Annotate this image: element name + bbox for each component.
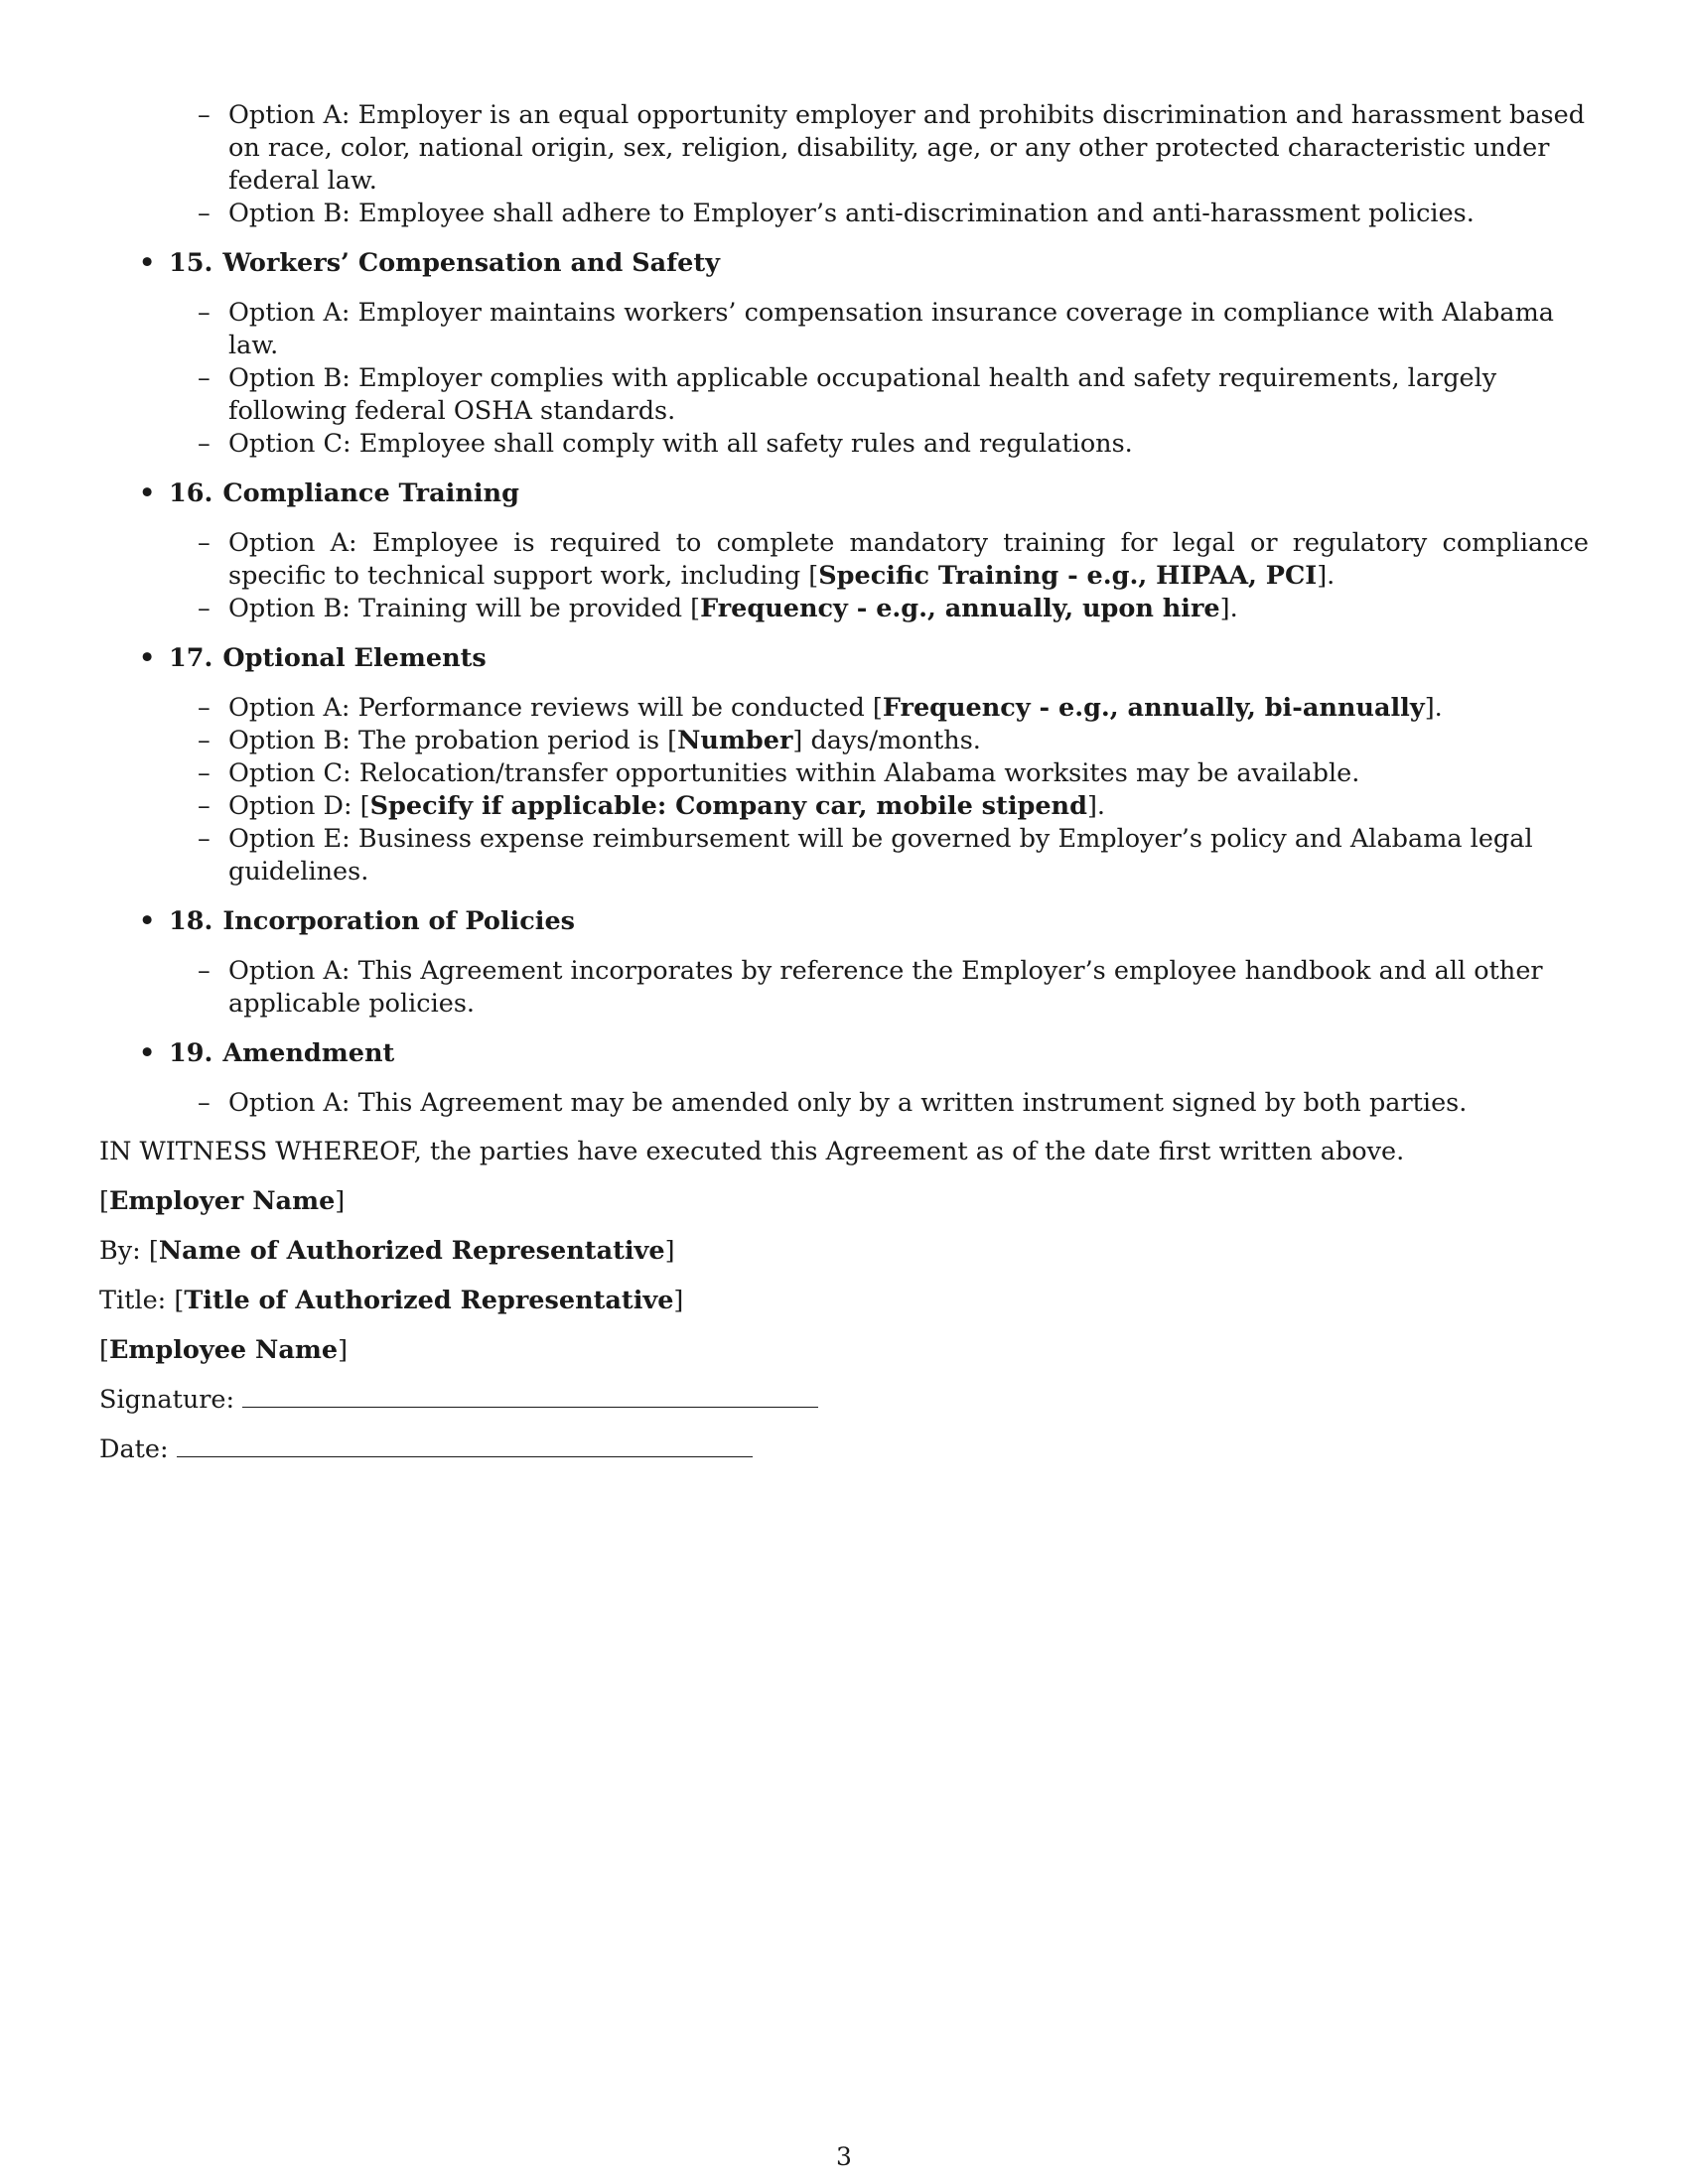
option-text: Option B: Training will be provided [ (228, 594, 701, 623)
option-list (99, 1087, 1589, 1120)
section-number: 18. (169, 906, 213, 936)
option-item (228, 790, 1589, 823)
carryover-option-list (99, 99, 1589, 230)
section-heading (99, 642, 1589, 675)
option-text: ]. (1219, 594, 1238, 623)
section-19 (99, 1037, 1589, 1120)
section-heading (99, 247, 1589, 280)
option-item (228, 527, 1589, 593)
section-number: 19. (169, 1038, 213, 1068)
bullet-icon: • (139, 478, 156, 508)
option-item: – Option C: Relocation/transfer opportunities within Alabama worksites may be available. (228, 757, 1589, 790)
bullet-icon: • (139, 1038, 156, 1068)
option-item: – Option B: Employee shall adhere to Employer’s anti-discrimination and anti-harassment policies. (228, 198, 1589, 230)
option-text: ] days/months. (792, 726, 981, 755)
witness-clause: IN WITNESS WHEREOF, the parties have executed this Agreement as of the date first written above. (99, 1137, 1405, 1166)
by-label: By: (99, 1236, 141, 1266)
option-text: Option D: [ (228, 791, 370, 821)
option-list (99, 692, 1589, 888)
section-16 (99, 478, 1589, 625)
document-page (99, 99, 1589, 1466)
option-list (99, 527, 1589, 625)
signature-label: Signature: (99, 1385, 235, 1415)
title-label: Title: (99, 1286, 167, 1315)
section-title: Amendment (222, 1038, 395, 1068)
option-item: – Option E: Business expense reimbursement will be governed by Employer’s policy and Alabama legal guidelines. (228, 823, 1589, 888)
option-text: Option A: Employee is required to complete mandatory training for legal or regulatory compliance specific to technical support work, including [ (228, 528, 1589, 591)
section-heading (99, 1037, 1589, 1070)
section-title: Incorporation of Policies (222, 906, 576, 936)
placeholder-field: Frequency - e.g., annually, bi-annually (882, 693, 1425, 723)
option-item: – Option C: Employee shall comply with all safety rules and regulations. (228, 428, 1589, 461)
option-item (228, 692, 1589, 725)
option-item: – Option B: Employer complies with applicable occupational health and safety requirements, largely following federal OSHA standards. (228, 362, 1589, 428)
section-17 (99, 642, 1589, 888)
section-15 (99, 247, 1589, 461)
section-heading (99, 478, 1589, 510)
by-line: By: [Name of Authorized Representative] (99, 1236, 675, 1266)
option-item: – Option A: This Agreement incorporates by reference the Employer’s employee handbook and all other applicable policies. (228, 955, 1589, 1021)
option-text: Option A: Performance reviews will be conducted [ (228, 693, 883, 723)
page-number: 3 (836, 2142, 852, 2171)
option-item: – Option A: Employer is an equal opportunity employer and prohibits discrimination and harassment based on race, color, national origin, sex, religion, disability, age, or any other protected characteristic under federal law. (228, 99, 1589, 198)
bullet-icon: • (139, 248, 156, 278)
option-item: – Option A: This Agreement may be amended only by a written instrument signed by both parties. (228, 1087, 1589, 1120)
option-item: – Option A: Employer maintains workers’ compensation insurance coverage in compliance with Alabama law. (228, 297, 1589, 362)
employee-name-line: [Employee Name] (99, 1335, 349, 1365)
date-field[interactable] (177, 1434, 753, 1457)
placeholder-field: Specify if applicable: Company car, mobile stipend (369, 791, 1087, 821)
section-number: 16. (169, 478, 213, 508)
placeholder-field: Frequency - e.g., annually, upon hire (700, 594, 1220, 623)
option-text: ]. (1086, 791, 1105, 821)
option-text: ]. (1424, 693, 1443, 723)
section-18 (99, 905, 1589, 1021)
section-title: Workers’ Compensation and Safety (222, 248, 720, 278)
placeholder-field: Specific Training - e.g., HIPAA, PCI (818, 561, 1318, 591)
authorized-representative-title: Title of Authorized Representative (184, 1286, 674, 1315)
date-line (99, 1433, 1589, 1466)
option-list (99, 297, 1589, 461)
title-line: Title: [Title of Authorized Representative] (99, 1286, 684, 1315)
option-list (99, 955, 1589, 1021)
signature-line (99, 1384, 1589, 1417)
placeholder-field: Number (677, 726, 793, 755)
authorized-representative-name: Name of Authorized Representative (158, 1236, 665, 1266)
signature-field[interactable] (242, 1385, 818, 1408)
employer-name: Employer Name (108, 1186, 336, 1216)
employee-name: Employee Name (108, 1335, 339, 1365)
section-number: 15. (169, 248, 213, 278)
date-label: Date: (99, 1434, 169, 1464)
option-item (228, 593, 1589, 625)
bullet-icon: • (139, 643, 156, 673)
option-item (228, 725, 1589, 757)
section-title: Compliance Training (222, 478, 519, 508)
employer-name-line: [Employer Name] (99, 1186, 346, 1216)
section-number: 17. (169, 643, 213, 673)
bullet-icon: • (139, 906, 156, 936)
option-text: Option B: The probation period is [ (228, 726, 678, 755)
option-text: ]. (1317, 561, 1336, 591)
section-heading (99, 905, 1589, 938)
section-title: Optional Elements (222, 643, 487, 673)
